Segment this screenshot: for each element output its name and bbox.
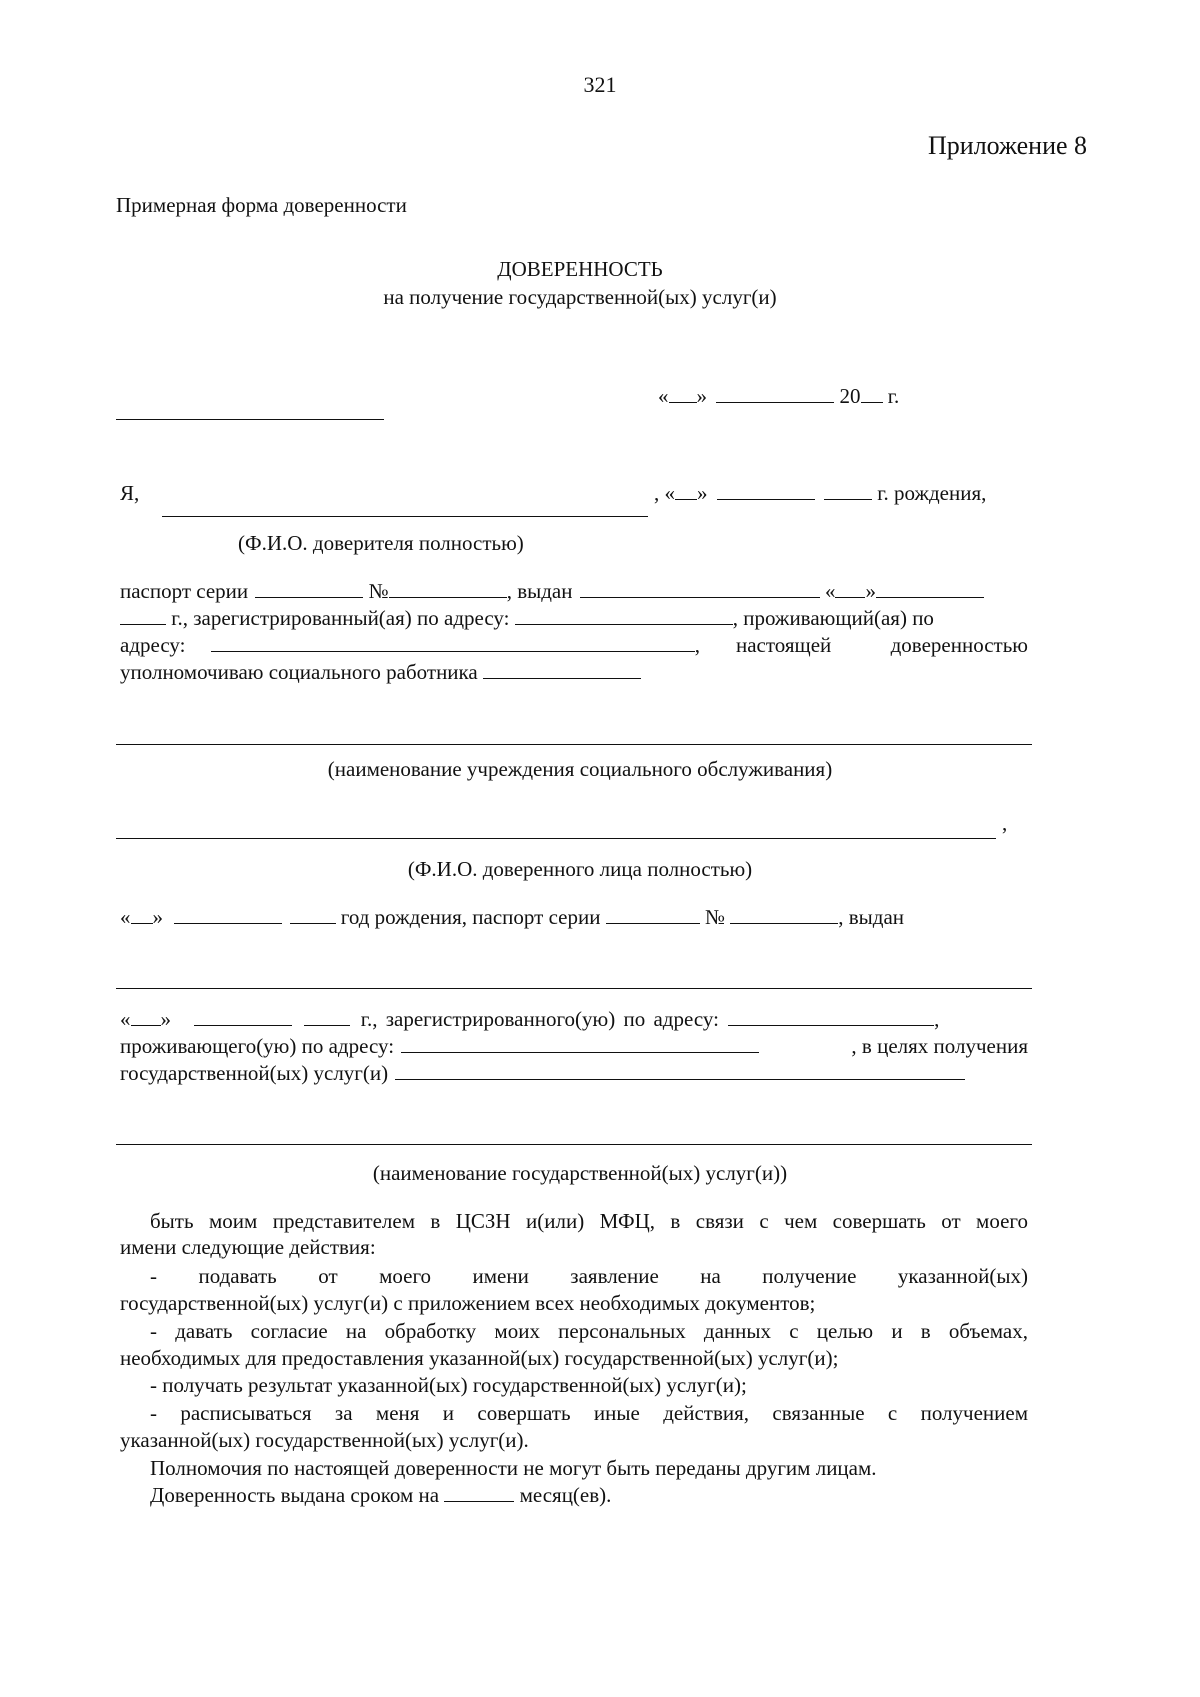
term-unit: месяц(ев). <box>519 1483 612 1507</box>
passport-year-blank <box>120 606 166 625</box>
social-worker-blank <box>483 660 641 679</box>
appendix-label: Приложение 8 <box>928 131 1088 160</box>
registered-address-blank <box>515 606 733 625</box>
trustee-birth-month-blank <box>174 905 282 924</box>
passport-series-blank <box>255 579 363 598</box>
passport-day-blank <box>835 579 865 598</box>
passport-month-blank <box>876 579 984 598</box>
body-p3-line2: необходимых для предоставления указанной(ых) государственной(ых) услуг(и); <box>120 1346 839 1370</box>
trustee-birth-close: » <box>152 905 163 929</box>
body-p2-line2: государственной(ых) услуг(и) с приложением всех необходимых документов; <box>120 1291 816 1315</box>
trustee-birth-label: год рождения, паспорт серии <box>340 905 601 929</box>
reg-line-3 <box>120 1060 965 1086</box>
trustee-fio-caption: (Ф.И.О. доверенного лица полностью) <box>407 857 753 881</box>
reg-date-open: « <box>120 1007 131 1031</box>
trustee-passport-line <box>120 904 904 930</box>
body-p4: - получать результат указанной(ых) государственной(ых) услуг(и); <box>150 1373 747 1397</box>
power-of-attorney-word: доверенностью <box>890 633 1028 657</box>
passport-issuer-blank <box>580 579 820 598</box>
date-month-blank <box>716 384 834 403</box>
passport-issued-label: , выдан <box>506 579 573 603</box>
institution-caption: (наименование учреждения социального обслуживания) <box>327 757 833 781</box>
address-label: адресу: <box>120 633 186 657</box>
trustee-comma: , <box>1002 811 1008 835</box>
trustee-fio-line <box>116 838 996 839</box>
reg-line-2 <box>120 1033 1028 1059</box>
trustee-number-sign: № <box>704 905 725 929</box>
residing-label: , проживающий(ая) по <box>732 606 934 630</box>
registered-address-label: г., зарегистрированный(ая) по адресу: <box>171 606 510 630</box>
reg-year-blank <box>304 1007 350 1026</box>
trustee-birth-year-blank <box>290 905 336 924</box>
body-p3-line1: - давать согласие на обработку моих персональных данных с целью и в объемах, <box>150 1319 1028 1343</box>
reg-comma: , <box>934 1007 940 1031</box>
date-open-quote: « <box>658 384 669 408</box>
trustee-registered-label: г., зарегистрированного(ую) по адресу: <box>360 1007 719 1031</box>
term-months-blank <box>444 1483 514 1502</box>
principal-fio-line <box>162 516 648 517</box>
date-year-suffix: г. <box>887 384 900 408</box>
trustee-series-blank <box>606 905 700 924</box>
trustee-number-blank <box>730 905 838 924</box>
body-p5-line2: указанной(ых) государственной(ых) услуг(и). <box>120 1428 529 1452</box>
trustee-birth-open: « <box>120 905 131 929</box>
date-year-prefix: 20 <box>839 384 861 408</box>
birth-close-quote: » <box>697 481 708 505</box>
body-p1-line1: быть моим представителем в ЦСЗН и(или) МФЦ, в связи с чем совершать от моего <box>150 1209 1028 1233</box>
passport-number-blank <box>389 579 507 598</box>
reg-line-1 <box>120 1006 1028 1032</box>
birth-year-blank <box>824 481 872 500</box>
passport-date-close: » <box>865 579 876 603</box>
term-label: Доверенность выдана сроком на <box>150 1483 440 1507</box>
date-close-quote: » <box>696 384 707 408</box>
services-caption: (наименование государственной(ых) услуг(и)) <box>372 1161 788 1185</box>
services-blank <box>395 1061 965 1080</box>
trustee-residing-label: проживающего(ую) по адресу: <box>120 1034 395 1058</box>
residence-address-blank <box>211 633 695 652</box>
body-p7 <box>150 1482 611 1508</box>
principal-birth <box>654 480 986 506</box>
passport-line-3 <box>120 632 1028 658</box>
authorize-social-worker: уполномочиваю социального работника <box>120 660 478 684</box>
document-title: ДОВЕРЕННОСТЬ <box>497 257 663 281</box>
trustee-issuer-line <box>116 988 1032 989</box>
birth-suffix: г. рождения, <box>877 481 987 505</box>
trustee-issued-label: , выдан <box>838 905 905 929</box>
trustee-birth-day-blank <box>131 905 153 924</box>
principal-fio-caption: (Ф.И.О. доверителя полностью) <box>238 531 524 555</box>
body-p5-line1: - расписываться за меня и совершать иные действия, связанные с получением <box>150 1401 1028 1425</box>
reg-month-blank <box>194 1007 292 1026</box>
birth-month-blank <box>717 481 815 500</box>
passport-line-4 <box>120 659 641 685</box>
date-line <box>658 383 899 409</box>
passport-number-sign: № <box>368 579 389 603</box>
trustee-residing-blank <box>401 1034 759 1053</box>
trustee-registered-blank <box>728 1007 934 1026</box>
place-line <box>116 419 384 420</box>
date-year-blank <box>861 384 883 403</box>
reg-day-blank <box>131 1007 161 1026</box>
institution-line <box>116 744 1032 745</box>
principal-ya: Я, <box>120 481 140 505</box>
services-label: государственной(ых) услуг(и) <box>120 1061 389 1085</box>
passport-line-2 <box>120 605 934 631</box>
services-line <box>116 1144 1032 1145</box>
passport-series-label: паспорт серии <box>120 579 249 603</box>
document-subtitle: на получение государственной(ых) услуг(и) <box>383 285 777 309</box>
page-number: 321 <box>583 72 617 97</box>
reg-date-close: » <box>160 1007 171 1031</box>
form-note: Примерная форма доверенности <box>116 193 407 217</box>
address-comma: , <box>694 633 700 657</box>
body-p2-line1: - подавать от моего имени заявление на получение указанной(ых) <box>150 1264 1028 1288</box>
birth-open-quote: , « <box>654 481 675 505</box>
body-p1-line2: имени следующие действия: <box>120 1235 376 1259</box>
body-p6: Полномочия по настоящей доверенности не могут быть переданы другим лицам. <box>150 1456 877 1480</box>
birth-day-blank <box>675 481 697 500</box>
date-day-blank <box>669 384 697 403</box>
passport-date-open: « <box>824 579 836 603</box>
purpose-label: , в целях получения <box>851 1034 1028 1058</box>
present-word: настоящей <box>736 633 832 657</box>
passport-line-1 <box>120 578 984 604</box>
